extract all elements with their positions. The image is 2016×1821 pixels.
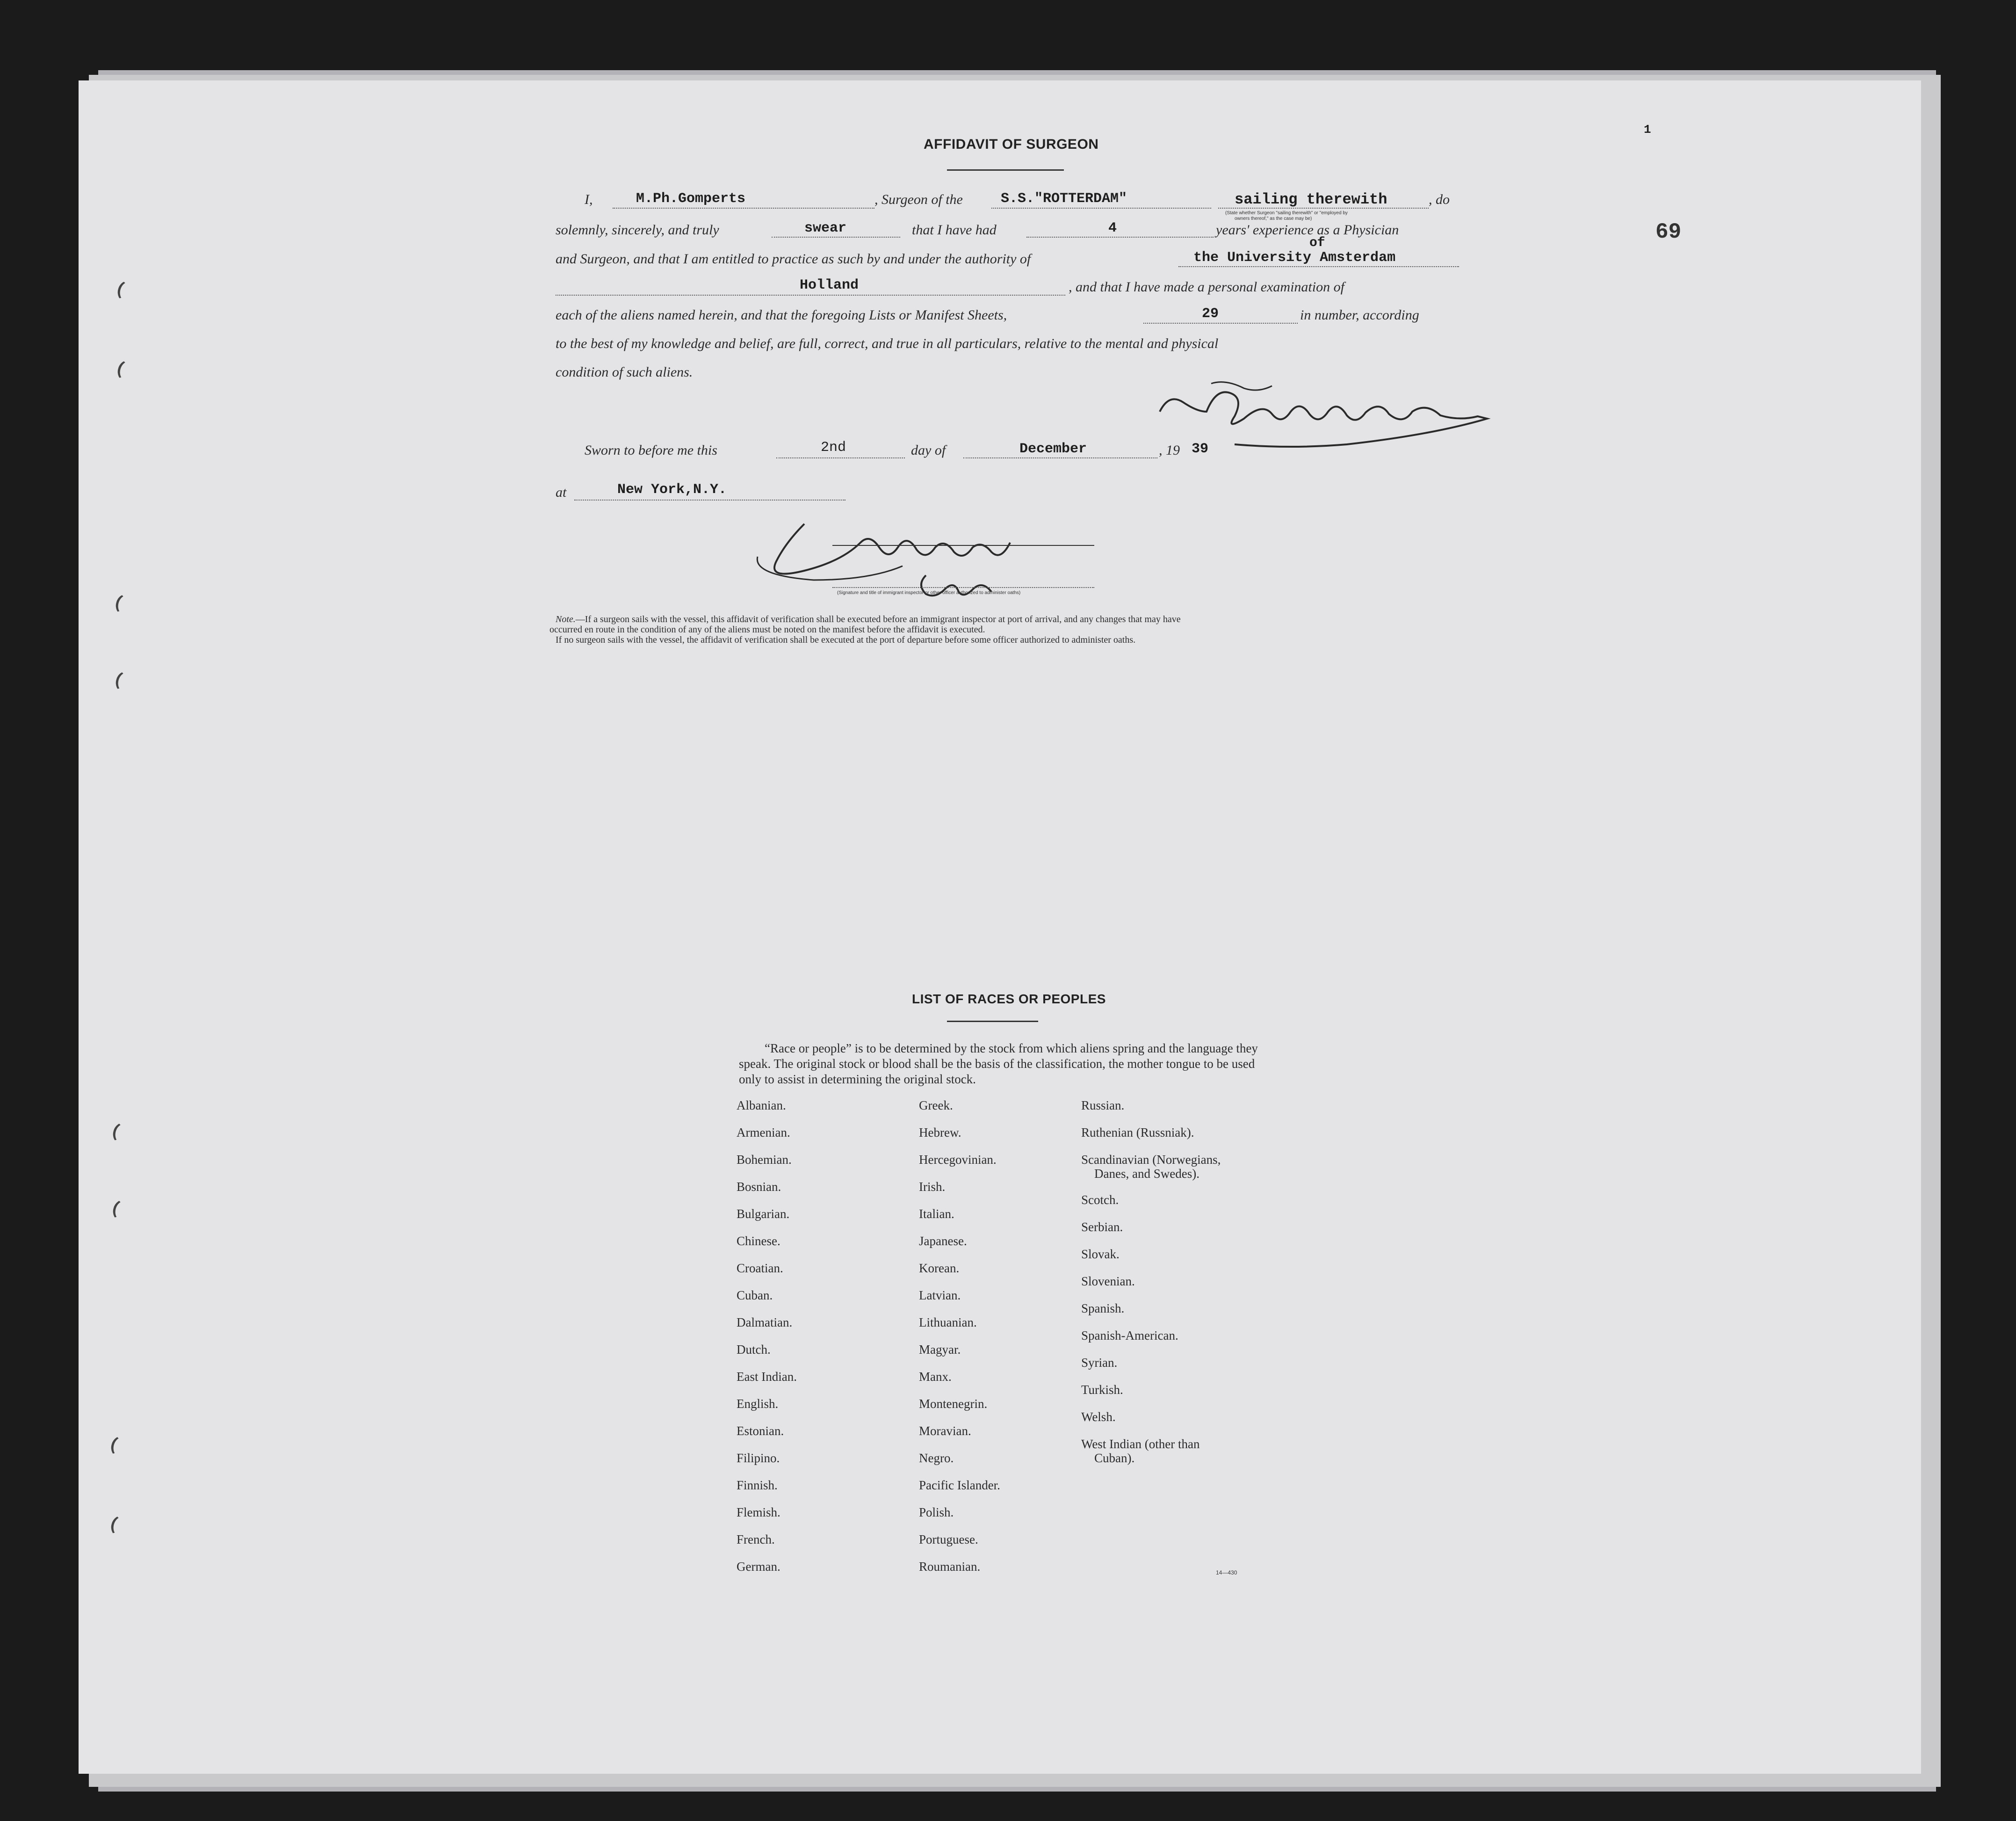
day-blank	[776, 457, 905, 458]
note-label: Note.	[556, 614, 576, 624]
race-entry: Hercegovinian.	[919, 1153, 997, 1167]
sworn-year: 39	[1192, 441, 1209, 457]
note-text-1: —If a surgeon sails with the vessel, this affidavit of verification shall be executed before an immigrant inspector at port of arrival, and any changes that may have	[575, 614, 1181, 624]
race-entry: Montenegrin.	[919, 1397, 988, 1411]
line6-text: to the best of my knowledge and belief, are full, correct, and true in all particulars, relative to the mental and physical	[556, 336, 1219, 351]
oath-type: swear	[804, 220, 847, 236]
race-entry: Chinese.	[737, 1234, 780, 1248]
affidavit-title: AFFIDAVIT OF SURGEON	[924, 137, 1099, 152]
sheet-number: 69	[1655, 220, 1682, 244]
race-entry: Welsh.	[1081, 1410, 1116, 1424]
races-column-2	[919, 1098, 1000, 1587]
race-entry: Turkish.	[1081, 1383, 1123, 1397]
race-entry: Bohemian.	[737, 1153, 792, 1167]
race-entry: Irish.	[919, 1180, 946, 1194]
authority-of: of	[1309, 236, 1325, 250]
race-entry: Dutch.	[737, 1342, 771, 1357]
officer-caption: (Signature and title of immigrant inspector or other officer authorized to administer oaths)	[837, 590, 1021, 595]
years-blank	[1026, 237, 1214, 238]
race-entry: Hebrew.	[919, 1125, 961, 1139]
race-entry: Armenian.	[737, 1125, 790, 1139]
race-entry: Korean.	[919, 1261, 960, 1275]
race-entry: Ruthenian (Russniak).	[1081, 1125, 1194, 1139]
race-entry: Serbian.	[1081, 1220, 1123, 1234]
race-entry: English.	[737, 1397, 779, 1411]
form-number: 14—430	[1216, 1569, 1237, 1576]
race-entry: Lithuanian.	[919, 1315, 977, 1329]
status-instruction-1: (State whether Surgeon "sailing therewith" or "employed by	[1225, 210, 1348, 216]
manifest-sheet-count: 29	[1202, 306, 1219, 322]
line2-middle: that I have had	[912, 222, 997, 238]
race-entry: Spanish.	[1081, 1301, 1125, 1315]
races-title-underline	[947, 1021, 1038, 1022]
day-of-label: day of	[911, 443, 946, 458]
races-column-1	[737, 1098, 797, 1587]
licensing-authority: the University Amsterdam	[1193, 250, 1396, 266]
month-blank	[963, 457, 1157, 458]
authority-country: Holland	[800, 277, 859, 293]
race-entry: Croatian.	[737, 1261, 783, 1275]
race-entry: Scotch.	[1081, 1193, 1119, 1207]
race-entry: Syrian.	[1081, 1356, 1118, 1370]
sheet-count-blank	[1143, 323, 1298, 324]
corner-mark: 1	[1644, 123, 1651, 137]
race-entry: Portuguese.	[919, 1532, 978, 1546]
surgeon-signature	[1150, 374, 1506, 449]
line2-prefix: solemnly, sincerely, and truly	[556, 222, 719, 238]
race-entry: Bulgarian.	[737, 1207, 790, 1221]
line5-suffix: in number, according	[1300, 307, 1419, 323]
race-entry: Finnish.	[737, 1478, 778, 1492]
race-entry: Dalmatian.	[737, 1315, 793, 1329]
note-line-2: occurred en route in the condition of any of the aliens must be noted on the manifest before the affidavit is executed.	[549, 624, 985, 635]
race-entry: Manx.	[919, 1370, 952, 1384]
surgeon-name: M.Ph.Gomperts	[636, 191, 746, 207]
line3-prefix: and Surgeon, and that I am entitled to practice as such by and under the authority of	[556, 251, 1031, 267]
officer-title-line	[832, 587, 1094, 588]
note-line-1	[556, 614, 1181, 624]
races-intro: “Race or people” is to be determined by the stock from which aliens spring and the language they speak. The original stock or blood shall be the basis of the classification, the mother tongue to be used only to assist in determining the original stock.	[739, 1041, 1258, 1086]
race-entry: West Indian (other than	[1081, 1437, 1200, 1451]
officer-signature-line	[832, 545, 1094, 546]
race-entry: Scandinavian (Norwegians,	[1081, 1153, 1221, 1167]
ship-name: S.S."ROTTERDAM"	[1001, 191, 1127, 207]
race-entry: Bosnian.	[737, 1180, 781, 1194]
surgeon-status: sailing therewith	[1235, 191, 1387, 208]
race-entry: Estonian.	[737, 1424, 784, 1438]
race-entry: Magyar.	[919, 1342, 961, 1357]
races-column-3	[1081, 1098, 1221, 1465]
race-entry: Filipino.	[737, 1451, 780, 1465]
race-entry: Cuban.	[737, 1288, 773, 1302]
line5-prefix: each of the aliens named herein, and that the foregoing Lists or Manifest Sheets,	[556, 307, 1007, 323]
sworn-month: December	[1019, 441, 1087, 457]
line7-text: condition of such aliens.	[556, 364, 693, 380]
oath-blank	[772, 237, 900, 238]
sworn-day: 2nd	[821, 440, 846, 456]
place-prefix: at	[556, 485, 567, 500]
place-blank	[574, 500, 845, 501]
status-instruction-2: owners thereof," as the case may be)	[1235, 216, 1312, 221]
race-entry: Slovenian.	[1081, 1274, 1135, 1288]
race-entry: Russian.	[1081, 1098, 1125, 1112]
race-entry-continued: Danes, and Swedes).	[1094, 1167, 1199, 1181]
note-line-3: If no surgeon sails with the vessel, the affidavit of verification shall be executed at the port of departure before some officer authorized to administer oaths.	[556, 635, 1136, 645]
authority-blank	[1178, 266, 1459, 267]
race-entry: German.	[737, 1560, 780, 1574]
race-entry: Slovak.	[1081, 1247, 1120, 1261]
line2-suffix: years' experience as a Physician	[1216, 222, 1399, 238]
race-entry: Polish.	[919, 1505, 954, 1519]
line1-middle: , Surgeon of the	[874, 192, 963, 207]
race-entry: Greek.	[919, 1098, 953, 1112]
race-entry: Latvian.	[919, 1288, 961, 1302]
race-entry: Albanian.	[737, 1098, 786, 1112]
name-blank	[613, 208, 874, 209]
years-experience: 4	[1108, 220, 1117, 236]
status-blank	[1218, 208, 1429, 209]
race-entry: East Indian.	[737, 1370, 797, 1384]
race-entry: Pacific Islander.	[919, 1478, 1000, 1492]
sworn-place: New York,N.Y.	[617, 482, 727, 498]
year-prefix: , 19	[1159, 443, 1180, 458]
race-entry: Flemish.	[737, 1505, 780, 1519]
sworn-prefix: Sworn to before me this	[585, 443, 717, 458]
country-blank	[556, 295, 1065, 296]
race-entry: Spanish-American.	[1081, 1328, 1178, 1342]
race-entry: Japanese.	[919, 1234, 967, 1248]
race-entry-continued: Cuban).	[1094, 1451, 1135, 1465]
race-entry: Moravian.	[919, 1424, 971, 1438]
race-entry: French.	[737, 1532, 775, 1546]
title-underline	[947, 169, 1064, 171]
race-entry: Roumanian.	[919, 1560, 981, 1574]
line1-prefix: I,	[585, 192, 593, 207]
race-entry: Negro.	[919, 1451, 954, 1465]
line4-suffix: , and that I have made a personal examination of	[1069, 279, 1344, 295]
races-title: LIST OF RACES OR PEOPLES	[912, 992, 1106, 1006]
line1-suffix: , do	[1429, 192, 1450, 207]
race-entry: Italian.	[919, 1207, 954, 1221]
ship-blank	[991, 208, 1211, 209]
